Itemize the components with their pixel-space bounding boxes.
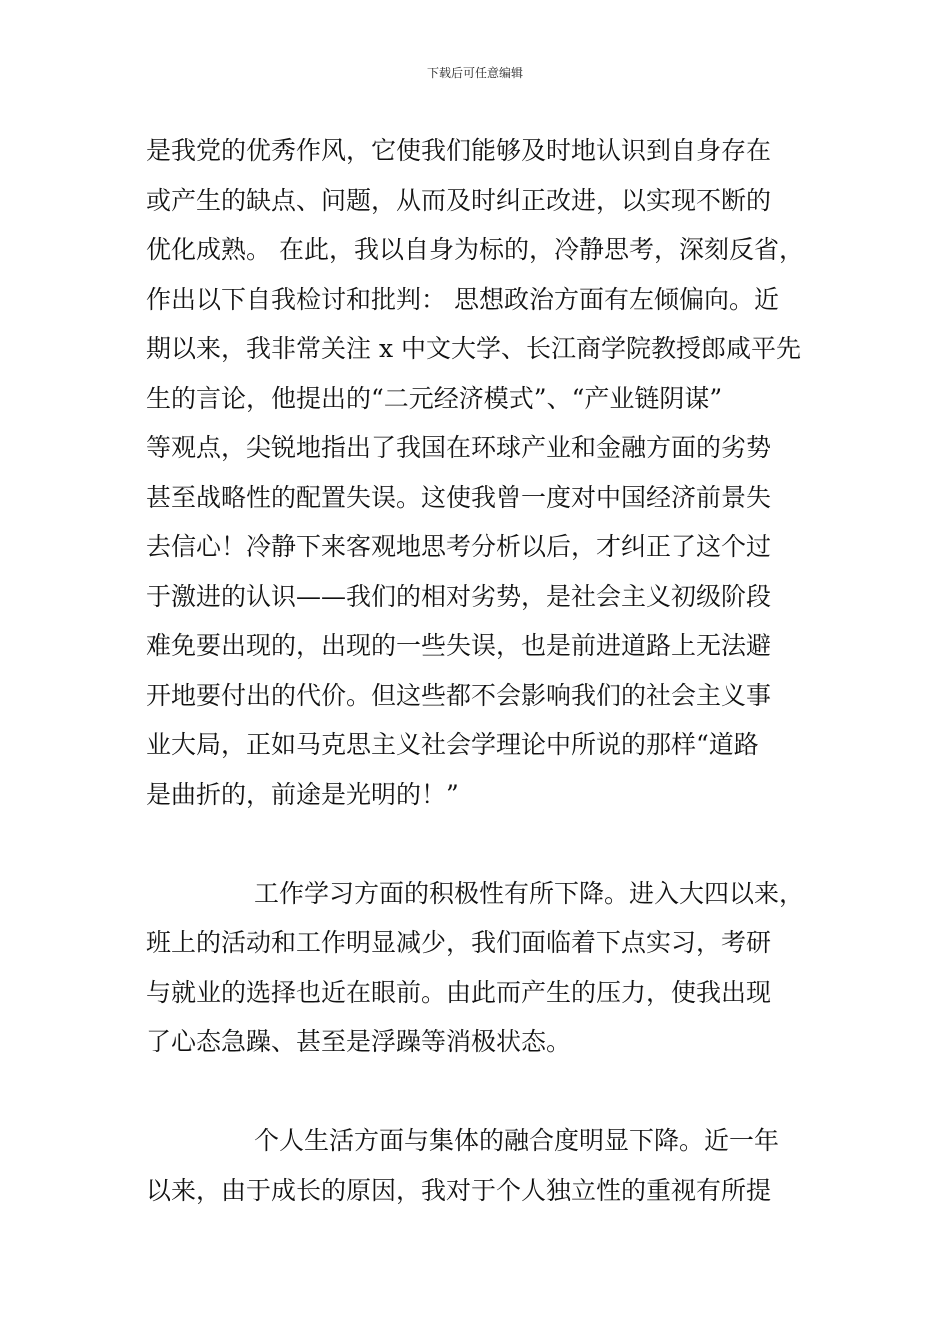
paragraph-line: 甚至战略性的配置失误。这使我曾一度对中国经济前景失 [146, 482, 772, 512]
paragraph-line: 以来，由于成长的原因，我对于个人独立性的重视有所提 [146, 1175, 772, 1205]
paragraph-line: 是曲折的，前途是光明的！” [146, 779, 459, 809]
paragraph-line: 开地要付出的代价。但这些都不会影响我们的社会主义事 [146, 680, 772, 710]
paragraph-line: 去信心！冷静下来客观地思考分析以后，才纠正了这个过 [146, 532, 772, 561]
paragraph-line: 与就业的选择也近在眼前。由此而产生的压力，使我出现 [146, 977, 772, 1007]
paragraph-line: 了心态急躁、甚至是浮躁等消极状态。 [146, 1027, 572, 1056]
paragraph-spacer [146, 819, 836, 869]
document-body [146, 126, 836, 1215]
page-header: 下载后可任意编辑 [426, 66, 523, 80]
paragraph-work-study [146, 869, 836, 1067]
paragraph-line: 作出以下自我检讨和批判： 思想政治方面有左倾偏向。近 [146, 284, 779, 314]
paragraph-line: 期以来，我非常关注 x 中文大学、长江商学院教授郎咸平先 [146, 334, 801, 363]
paragraph-line: 是我党的优秀作风，它使我们能够及时地认识到自身存在 [146, 136, 772, 165]
paragraph-line: 或产生的缺点、问题，从而及时纠正改进，以实现不断的 [146, 185, 772, 215]
paragraph-line: 生的言论，他提出的“二元经济模式”、“产业链阴谋” [146, 383, 723, 413]
paragraph-line: 工作学习方面的积极性有所下降。进入大四以来， [254, 878, 805, 908]
paragraph-line: 优化成熟。 在此，我以自身为标的，冷静思考，深刻反省， [146, 235, 804, 264]
paragraph-line: 难免要出现的，出现的一些失误，也是前进道路上无法避 [146, 631, 772, 660]
paragraph-personal-life [146, 1116, 836, 1215]
paragraph-line: 班上的活动和工作明显减少，我们面临着下点实习，考研 [146, 928, 772, 957]
paragraph-self-criticism-intro [146, 126, 836, 819]
paragraph-spacer [146, 1067, 836, 1117]
paragraph-line: 个人生活方面与集体的融合度明显下降。近一年 [254, 1126, 780, 1155]
paragraph-line: 于激进的认识——我们的相对劣势，是社会主义初级阶段 [146, 581, 772, 611]
paragraph-line: 业大局，正如马克思主义社会学理论中所说的那样“道路 [146, 730, 759, 759]
paragraph-line: 等观点，尖锐地指出了我国在环球产业和金融方面的劣势 [146, 433, 772, 462]
